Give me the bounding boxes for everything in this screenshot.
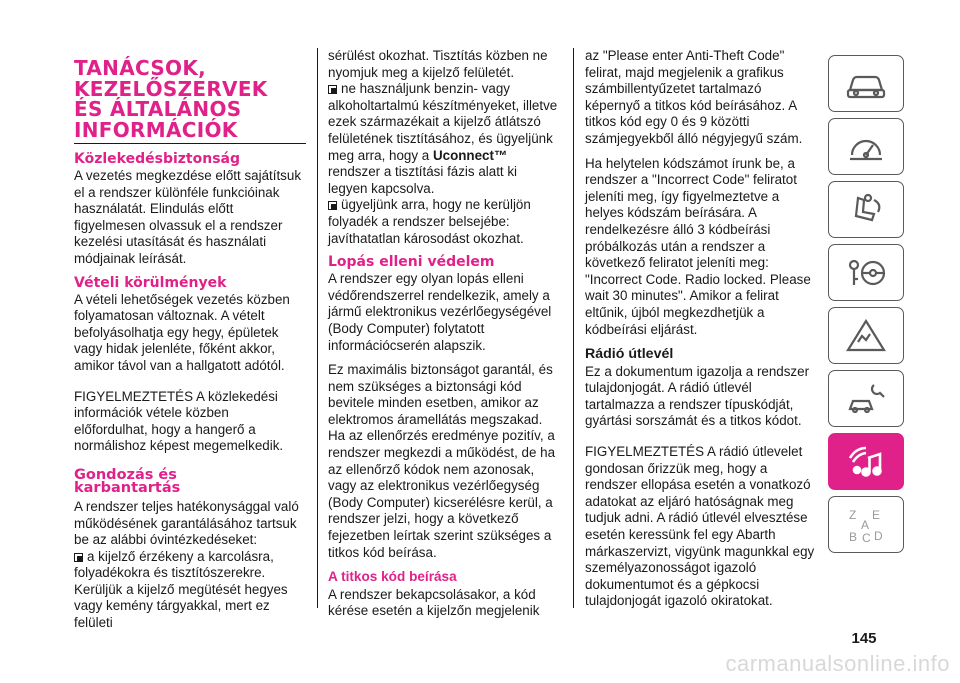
paragraph-code-entry: az "Please enter Anti-Theft Code" felirat, majd megjelenik a grafikus számbillentyűzetet tartalmazó képernyő a titkos kód beírásához. A titkos kód egy 0 és 9 közötti számjegyekből álló négyjegyű szám. — [585, 48, 803, 146]
tab-car[interactable] — [828, 55, 904, 112]
bullet-care-1-text: a kijelző érzékeny a karcolásra, folyadékokra és tisztítószerekre. — [74, 548, 274, 581]
paragraph-secret-code: A rendszer bekapcsolásakor, a kód kérése esetén a kijelzőn megjelenik — [328, 586, 540, 619]
radio-music-icon — [844, 442, 888, 482]
alphabet-index-icon — [844, 505, 888, 545]
chapter-tabs — [828, 55, 904, 559]
heading-traffic-safety: Közlekedésbiztonság — [74, 151, 240, 167]
index-letter: A — [861, 517, 870, 532]
column-2 — [328, 48, 560, 620]
paragraph-care-2: Kerüljük a kijelző megütését hegyes vagy kemény tárgyakkal, mert ez felületi — [74, 581, 288, 631]
heading-secret-code: A titkos kód beírása — [328, 569, 457, 585]
bullet-icon — [328, 85, 337, 94]
tab-maintenance[interactable] — [828, 370, 904, 427]
bullet-icon — [74, 553, 83, 562]
dashboard-gauge-icon — [844, 127, 888, 167]
paragraph-radio-passport: Ez a dokumentum igazolja a rendszer tulajdonjogát. A rádió útlevél tartalmazza a rendszer típuskódját, gyártási sorszámát és a titkos kódot. — [585, 363, 810, 429]
index-letter: B — [849, 529, 858, 544]
heading-radio-passport: Rádió útlevél — [585, 346, 674, 363]
wrench-car-icon — [844, 379, 888, 419]
chapter-title: TANÁCSOK, KEZELŐSZERVEK ÉS ÁLTALÁNOS INFORMÁCIÓK — [74, 56, 268, 142]
paragraph-anti-theft-1: A rendszer egy olyan lopás elleni védőrendszerrel rendelkezik, amely a jármű elektronikus vezérlőegységével (Body Computer) folytatott információcserén alapszik. — [328, 271, 552, 353]
tab-safety[interactable] — [828, 181, 904, 238]
bullet-cleaning-1-text: ne használjunk benzin- vagy alkoholtartalmú készítményeket, illetve ezek származékait a kijelző átlátszó felületének tisztításához, és ügyeljünk meg arra, hogy a — [328, 81, 558, 163]
bullet-icon — [328, 201, 337, 210]
index-letter: C — [862, 530, 871, 545]
heading-care: Gondozás és karbantartás — [74, 466, 181, 497]
tab-starting-driving[interactable] — [828, 244, 904, 301]
paragraph-warning-volume: FIGYELMEZTETÉS A közlekedési információk vétele közben előfordulhat, hogy a hangerő a normálishoz képest megemelkedik. — [74, 388, 284, 454]
page-number: 145 — [851, 630, 877, 647]
column-divider — [317, 48, 318, 608]
index-letter: E — [872, 507, 881, 522]
bullet-cleaning-2 — [328, 197, 560, 247]
index-letter: D — [874, 528, 883, 543]
paragraph-care: A rendszer teljes hatékonysággal való működésének garantálásához tartsuk be az alábbi óvintézkedéseket: — [74, 498, 299, 548]
heading-reception: Vételi körülmények — [74, 274, 227, 291]
title-underline — [74, 143, 306, 144]
column-3 — [585, 48, 817, 618]
warning-triangle-icon — [844, 316, 888, 356]
column-1 — [74, 48, 306, 632]
tab-dashboard[interactable] — [828, 118, 904, 175]
car-icon — [844, 64, 888, 104]
paragraph-safety: A vezetés megkezdése előtt sajátítsuk el a rendszer különféle funkcióinak használatát. Elindulás előtt figyelmesen olvassuk el a rendszer kezelési utasítását és használati módjainak leírását. — [74, 168, 302, 266]
index-letter: Z — [849, 507, 857, 522]
paragraph-reception: A vételi lehetőségek vezetés közben folyamatosan változnak. A vételt befolyásolhatja egy hegy, épületek vagy hidak jelenléte, főként akkor, amikor távol van a hallgatott adótól. — [74, 291, 290, 373]
heading-anti-theft: Lopás elleni védelem — [328, 254, 495, 271]
bullet-cleaning-1 — [328, 81, 560, 197]
bullet-care-1 — [74, 549, 306, 582]
uconnect-name: Uconnect™ — [432, 147, 508, 163]
paragraph-anti-theft-2: Ez maximális biztonságot garantál, és nem szükséges a biztonsági kód bevitele minden esetben, amikor az elektromos áramellátás megszakad. Ha az ellenőrzés eredménye pozitív, a rendszer megkezdi a működést, de ha az ellenőrző kódok nem azonosak, vagy az elektronikus vezérlőegység (Body Computer) kicserélésre kerül, a rendszer jelzi, hogy a következő fejezetben leírtak szerint szükséges a titkos kód beírása. — [328, 362, 556, 560]
tab-multimedia[interactable] — [828, 433, 904, 490]
tab-emergency[interactable] — [828, 307, 904, 364]
paragraph-continued: sérülést okozhat. Tisztítás közben ne nyomjuk meg a kijelző felületét. — [328, 48, 548, 80]
tab-index[interactable] — [828, 496, 904, 553]
watermark: carmanualsonline.info — [725, 651, 950, 676]
bullet-cleaning-1-tail: rendszer a tisztítási fázis alatt ki legyen kapcsolva. — [328, 164, 518, 196]
seat-airbag-icon — [844, 190, 888, 230]
paragraph-passport-warning: FIGYELMEZTETÉS A rádió útlevelet gondosan őrizzük meg, hogy a rendszer ellopása esetén a vonatkozó adatokat az eljáró hatóságnak meg tudjuk adni. A rádió útlevél elvesztése esetén keressünk fel egy Abarth márkaszervizt, vigyünk magunkkal egy személyazonosságot igazoló dokumentumot és a gépkocsi tulajdonjogát igazoló okiratokat. — [585, 444, 815, 609]
column-divider — [573, 48, 574, 608]
bullet-cleaning-2-text: ügyeljünk arra, hogy ne kerüljön folyadék a rendszer belsejébe: javíthatatlan károsodást okozhat. — [328, 197, 531, 246]
key-steering-wheel-icon — [844, 253, 888, 293]
paragraph-incorrect-code: Ha helytelen kódszámot írunk be, a rendszer a "Incorrect Code" feliratot jeleníti meg, így figyelmeztetve a helyes kódszám beírására. A rendelkezésre álló 3 kódbeírási próbálkozás után a rendszer a következő feliratot jeleníti meg: "Incorrect Code. Radio locked. Please wait 30 minutes". Amikor a felirat eltűnik, újból megkezdhetjük a kódbeírási eljárást. — [585, 155, 811, 337]
